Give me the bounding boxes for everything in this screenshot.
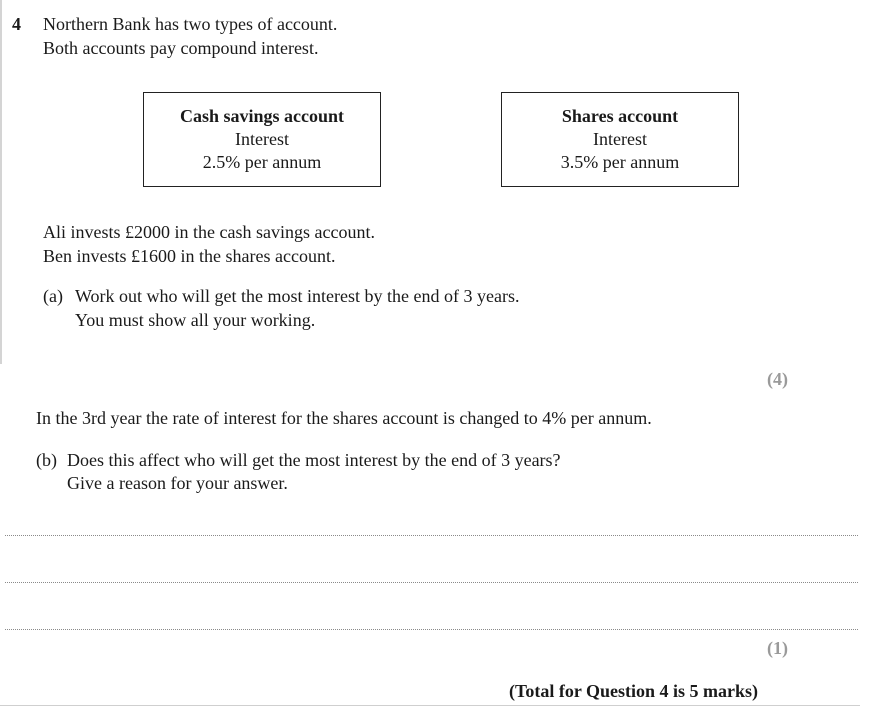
account-rate: 2.5% per annum — [202, 152, 322, 172]
part-b-line-2: Give a reason for your answer. — [67, 473, 288, 493]
investment-line-1: Ali invests £2000 in the cash savings account. — [43, 222, 375, 242]
part-b-marks: (1) — [767, 638, 788, 658]
intro-line-1: Northern Bank has two types of account. — [43, 14, 338, 34]
account-rate: 3.5% per annum — [560, 152, 680, 172]
margin-bar — [0, 0, 2, 364]
part-b-label: (b) — [36, 450, 57, 470]
answer-line[interactable] — [5, 535, 858, 536]
account-interest-label: Interest — [235, 129, 289, 149]
total-marks: (Total for Question 4 is 5 marks) — [509, 681, 759, 701]
question-number: 4 — [12, 14, 21, 34]
part-a-line-1: Work out who will get the most interest by the end of 3 years. — [75, 286, 520, 306]
account-title: Shares account — [561, 106, 679, 126]
bottom-rule — [0, 705, 860, 706]
shares-account-box — [501, 92, 739, 187]
answer-line[interactable] — [5, 582, 858, 583]
part-a-line-2: You must show all your working. — [75, 310, 316, 330]
account-interest-label: Interest — [593, 129, 647, 149]
intro-line-2: Both accounts pay compound interest. — [43, 38, 319, 58]
account-title: Cash savings account — [179, 106, 345, 126]
investment-line-2: Ben invests £1600 in the shares account. — [43, 246, 336, 266]
part-b-line-1: Does this affect who will get the most interest by the end of 3 years? — [67, 450, 561, 470]
cash-savings-account-box — [143, 92, 381, 187]
part-a-label: (a) — [43, 286, 63, 306]
rate-change-text: In the 3rd year the rate of interest for the shares account is changed to 4% per annum. — [36, 408, 652, 428]
part-a-marks: (4) — [767, 369, 788, 389]
answer-line[interactable] — [5, 629, 858, 630]
